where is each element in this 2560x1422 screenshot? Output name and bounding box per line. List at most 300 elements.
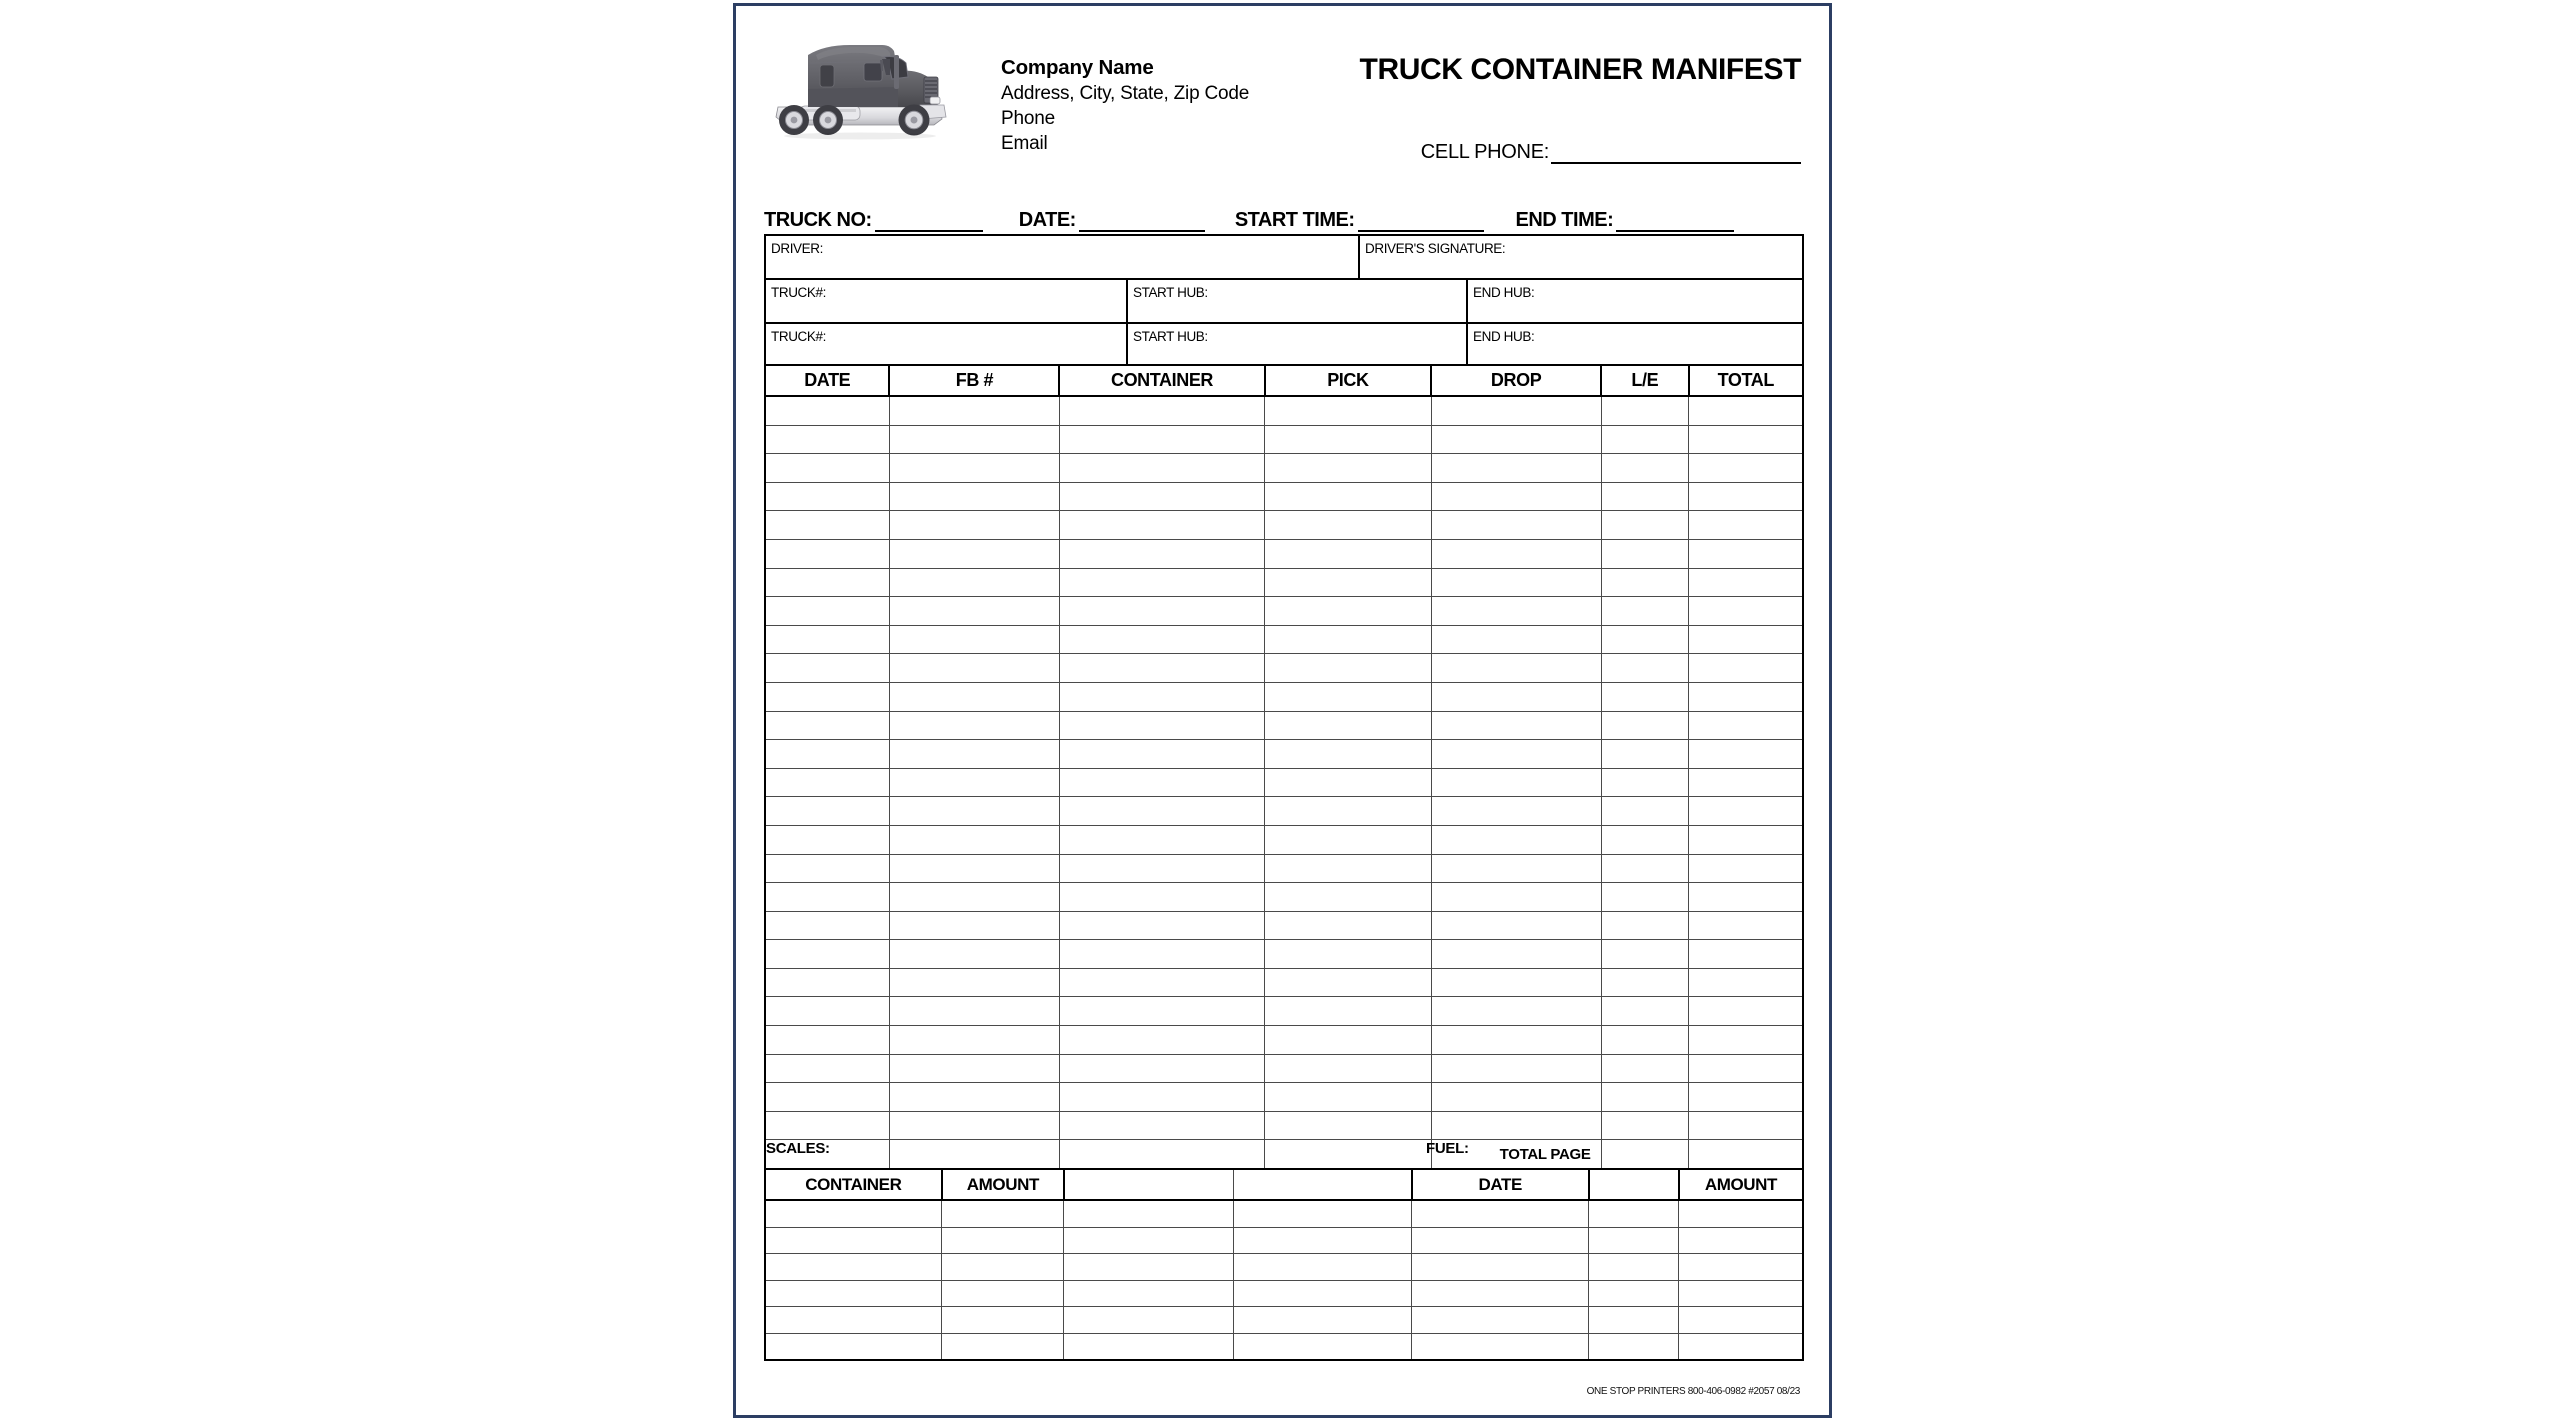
manifest-table <box>764 364 1804 1170</box>
scales-fuel-cell[interactable] <box>1589 1307 1679 1334</box>
column-header-drop: DROP <box>1431 365 1601 396</box>
manifest-cell[interactable] <box>765 1111 889 1140</box>
manifest-cell[interactable] <box>1265 454 1432 483</box>
manifest-cell[interactable] <box>889 883 1059 912</box>
manifest-cell[interactable] <box>889 997 1059 1026</box>
manifest-cell[interactable] <box>1059 797 1264 826</box>
manifest-cell[interactable] <box>1431 711 1601 740</box>
end-hub-label-1: END HUB: <box>1473 285 1535 300</box>
scales-fuel-cell[interactable] <box>765 1333 942 1360</box>
manifest-cell[interactable] <box>1265 1111 1432 1140</box>
truck-no-write-line[interactable] <box>875 213 983 232</box>
manifest-cell[interactable] <box>1059 1111 1264 1140</box>
scales-fuel-cell[interactable] <box>1064 1333 1233 1360</box>
manifest-cell[interactable] <box>1601 425 1688 454</box>
manifest-cell[interactable] <box>1601 1054 1688 1083</box>
manifest-row <box>765 968 1803 997</box>
date-label: DATE: <box>1018 209 1076 231</box>
manifest-cell[interactable] <box>1689 968 1803 997</box>
manifest-cell[interactable] <box>889 482 1059 511</box>
manifest-cell[interactable] <box>1689 454 1803 483</box>
manifest-cell[interactable] <box>1689 768 1803 797</box>
manifest-cell[interactable] <box>889 1054 1059 1083</box>
manifest-cell[interactable] <box>765 940 889 969</box>
form-title: TRUCK CONTAINER MANIFEST <box>1359 53 1801 86</box>
manifest-cell[interactable] <box>1689 654 1803 683</box>
scales-fuel-cell[interactable] <box>1589 1227 1679 1254</box>
manifest-cell[interactable] <box>889 682 1059 711</box>
manifest-cell[interactable] <box>1059 854 1264 883</box>
manifest-cell[interactable] <box>889 711 1059 740</box>
date-field <box>1019 209 1205 232</box>
scales-fuel-row <box>765 1200 1803 1227</box>
manifest-row <box>765 682 1803 711</box>
manifest-cell[interactable] <box>1059 682 1264 711</box>
manifest-cell[interactable] <box>889 825 1059 854</box>
manifest-cell[interactable] <box>1601 911 1688 940</box>
manifest-cell[interactable] <box>889 396 1059 425</box>
scales-fuel-cell[interactable] <box>1679 1200 1803 1227</box>
scales-column-header-amount: AMOUNT <box>942 1169 1064 1200</box>
scales-column-header-blank-1 <box>1064 1169 1233 1200</box>
manifest-cell[interactable] <box>1689 597 1803 626</box>
manifest-cell[interactable] <box>1265 425 1432 454</box>
manifest-cell[interactable] <box>1601 682 1688 711</box>
manifest-cell[interactable] <box>1601 597 1688 626</box>
manifest-cell[interactable] <box>765 1083 889 1112</box>
manifest-cell[interactable] <box>1689 797 1803 826</box>
total-page-label: TOTAL PAGE <box>1431 1140 1601 1169</box>
scales-fuel-cell[interactable] <box>1064 1254 1233 1281</box>
manifest-cell[interactable] <box>1059 711 1264 740</box>
manifest-cell[interactable] <box>1601 825 1688 854</box>
manifest-cell[interactable] <box>765 854 889 883</box>
manifest-cell[interactable] <box>1265 711 1432 740</box>
scales-fuel-cell[interactable] <box>765 1200 942 1227</box>
column-header-container: CONTAINER <box>1059 365 1264 396</box>
manifest-cell[interactable] <box>1059 997 1264 1026</box>
scales-fuel-cell[interactable] <box>765 1280 942 1307</box>
scales-fuel-cell[interactable] <box>1233 1333 1412 1360</box>
manifest-row <box>765 825 1803 854</box>
manifest-cell[interactable] <box>1431 1054 1601 1083</box>
manifest-cell[interactable] <box>1059 940 1264 969</box>
manifest-row <box>765 1083 1803 1112</box>
scales-fuel-row <box>765 1333 1803 1360</box>
manifest-cell[interactable] <box>1265 968 1432 997</box>
manifest-cell[interactable] <box>889 597 1059 626</box>
start-time-write-line[interactable] <box>1358 213 1484 232</box>
manifest-cell[interactable] <box>1431 1026 1601 1055</box>
manifest-cell[interactable] <box>1265 883 1432 912</box>
scales-fuel-cell[interactable] <box>1233 1307 1412 1334</box>
manifest-cell[interactable] <box>1059 740 1264 769</box>
manifest-cell[interactable] <box>1601 625 1688 654</box>
manifest-cell[interactable] <box>765 654 889 683</box>
manifest-cell[interactable] <box>1059 539 1264 568</box>
manifest-row <box>765 597 1803 626</box>
manifest-cell[interactable] <box>1689 396 1803 425</box>
manifest-cell[interactable] <box>1265 997 1432 1026</box>
end-hub-cell-1[interactable] <box>1468 280 1802 322</box>
manifest-cell[interactable] <box>765 768 889 797</box>
scales-label: SCALES: <box>766 1140 830 1157</box>
manifest-cell[interactable] <box>1601 1083 1688 1112</box>
manifest-cell[interactable] <box>1265 854 1432 883</box>
manifest-cell[interactable] <box>1059 597 1264 626</box>
manifest-cell[interactable] <box>765 396 889 425</box>
manifest-cell[interactable] <box>765 682 889 711</box>
cell-phone-write-line[interactable] <box>1551 144 1801 164</box>
manifest-cell[interactable] <box>1601 711 1688 740</box>
subsection-labels <box>764 1140 1804 1162</box>
scales-fuel-cell[interactable] <box>1412 1227 1589 1254</box>
semi-truck-icon <box>764 33 957 145</box>
manifest-cell[interactable] <box>1689 854 1803 883</box>
manifest-cell[interactable] <box>1431 482 1601 511</box>
manifest-cell[interactable] <box>1431 883 1601 912</box>
start-hub-cell-2[interactable] <box>1128 324 1468 366</box>
manifest-cell[interactable] <box>1601 1026 1688 1055</box>
manifest-cell[interactable] <box>889 568 1059 597</box>
scales-fuel-cell[interactable] <box>1233 1200 1412 1227</box>
manifest-cell[interactable] <box>1601 997 1688 1026</box>
manifest-row <box>765 740 1803 769</box>
truck-number-label-2: TRUCK#: <box>771 329 826 344</box>
manifest-cell[interactable] <box>1689 1026 1803 1055</box>
manifest-cell[interactable] <box>1431 1111 1601 1140</box>
manifest-cell[interactable] <box>1431 1083 1601 1112</box>
manifest-cell[interactable] <box>1431 911 1601 940</box>
date-write-line[interactable] <box>1079 213 1205 232</box>
scales-fuel-cell[interactable] <box>765 1307 942 1334</box>
manifest-cell[interactable] <box>1689 511 1803 540</box>
manifest-cell[interactable] <box>1689 711 1803 740</box>
manifest-form-page <box>733 3 1832 1418</box>
manifest-cell[interactable] <box>1689 625 1803 654</box>
manifest-cell[interactable] <box>1265 482 1432 511</box>
scales-fuel-cell[interactable] <box>1679 1333 1803 1360</box>
manifest-cell[interactable] <box>1059 425 1264 454</box>
scales-fuel-cell[interactable] <box>1412 1254 1589 1281</box>
scales-fuel-cell[interactable] <box>1679 1254 1803 1281</box>
manifest-cell[interactable] <box>765 625 889 654</box>
manifest-cell[interactable] <box>765 482 889 511</box>
manifest-cell[interactable] <box>765 454 889 483</box>
scales-fuel-cell[interactable] <box>765 1227 942 1254</box>
manifest-cell[interactable] <box>1059 511 1264 540</box>
manifest-cell[interactable] <box>1265 740 1432 769</box>
manifest-cell[interactable] <box>1689 568 1803 597</box>
manifest-cell[interactable] <box>1059 454 1264 483</box>
manifest-cell[interactable] <box>889 454 1059 483</box>
column-header-fb: FB # <box>889 365 1059 396</box>
manifest-cell[interactable] <box>765 711 889 740</box>
manifest-cell[interactable] <box>1265 825 1432 854</box>
scales-fuel-cell[interactable] <box>1064 1227 1233 1254</box>
scales-fuel-cell[interactable] <box>942 1280 1064 1307</box>
manifest-cell[interactable] <box>1431 625 1601 654</box>
start-hub-cell-1[interactable] <box>1128 280 1468 322</box>
manifest-row <box>765 1054 1803 1083</box>
manifest-cell[interactable] <box>1431 396 1601 425</box>
manifest-cell[interactable] <box>1265 654 1432 683</box>
manifest-cell[interactable] <box>1689 997 1803 1026</box>
manifest-row <box>765 768 1803 797</box>
manifest-cell[interactable] <box>889 740 1059 769</box>
manifest-cell[interactable] <box>1689 1054 1803 1083</box>
scales-fuel-cell[interactable] <box>1233 1280 1412 1307</box>
manifest-row <box>765 711 1803 740</box>
manifest-cell[interactable] <box>1265 1054 1432 1083</box>
manifest-cell[interactable] <box>1431 425 1601 454</box>
manifest-cell[interactable] <box>1059 482 1264 511</box>
manifest-cell[interactable] <box>1689 740 1803 769</box>
manifest-cell[interactable] <box>1601 968 1688 997</box>
scales-fuel-cell[interactable] <box>1412 1307 1589 1334</box>
manifest-cell[interactable] <box>1601 454 1688 483</box>
manifest-cell[interactable] <box>1059 396 1264 425</box>
start-hub-label-2: START HUB: <box>1133 329 1208 344</box>
manifest-cell[interactable] <box>1265 511 1432 540</box>
company-info-block <box>1001 54 1249 156</box>
scales-column-header-blank-2 <box>1233 1169 1412 1200</box>
manifest-cell[interactable] <box>1431 511 1601 540</box>
manifest-cell[interactable] <box>1265 682 1432 711</box>
manifest-cell[interactable] <box>1431 597 1601 626</box>
end-time-field <box>1516 209 1735 232</box>
cell-phone-field <box>1421 141 1801 164</box>
manifest-cell[interactable] <box>889 425 1059 454</box>
manifest-cell[interactable] <box>1601 539 1688 568</box>
scales-fuel-cell[interactable] <box>1589 1254 1679 1281</box>
truck-number-cell-2[interactable] <box>766 324 1128 366</box>
manifest-cell[interactable] <box>1689 539 1803 568</box>
manifest-row <box>765 883 1803 912</box>
manifest-cell[interactable] <box>1265 625 1432 654</box>
manifest-cell[interactable] <box>1601 883 1688 912</box>
driver-label: DRIVER: <box>771 241 823 256</box>
end-hub-cell-2[interactable] <box>1468 324 1802 366</box>
scales-fuel-body <box>765 1200 1803 1360</box>
end-time-write-line[interactable] <box>1616 213 1734 232</box>
manifest-cell[interactable] <box>889 768 1059 797</box>
manifest-row <box>765 654 1803 683</box>
start-time-label: START TIME: <box>1234 209 1355 231</box>
scales-fuel-cell[interactable] <box>1412 1280 1589 1307</box>
scales-fuel-cell[interactable] <box>1412 1333 1589 1360</box>
manifest-row <box>765 539 1803 568</box>
manifest-row <box>765 940 1803 969</box>
manifest-row <box>765 511 1803 540</box>
manifest-cell[interactable] <box>889 1083 1059 1112</box>
column-header-date: DATE <box>765 365 889 396</box>
scales-fuel-cell[interactable] <box>1064 1307 1233 1334</box>
manifest-cell[interactable] <box>889 539 1059 568</box>
manifest-cell[interactable] <box>1689 482 1803 511</box>
manifest-cell[interactable] <box>1601 797 1688 826</box>
manifest-cell[interactable] <box>1265 768 1432 797</box>
scales-fuel-cell[interactable] <box>942 1333 1064 1360</box>
manifest-cell[interactable] <box>1431 654 1601 683</box>
manifest-cell[interactable] <box>1601 940 1688 969</box>
manifest-cell[interactable] <box>1689 1111 1803 1140</box>
manifest-row <box>765 568 1803 597</box>
scales-fuel-row <box>765 1254 1803 1281</box>
scales-fuel-cell[interactable] <box>765 1254 942 1281</box>
column-header-total: TOTAL <box>1689 365 1803 396</box>
manifest-cell[interactable] <box>1431 454 1601 483</box>
manifest-cell[interactable] <box>1431 825 1601 854</box>
manifest-cell[interactable] <box>1059 1054 1264 1083</box>
manifest-cell[interactable] <box>1431 854 1601 883</box>
manifest-cell[interactable] <box>889 1111 1059 1140</box>
manifest-cell[interactable] <box>1059 625 1264 654</box>
manifest-cell[interactable] <box>765 568 889 597</box>
scales-fuel-cell[interactable] <box>1064 1200 1233 1227</box>
manifest-cell[interactable] <box>1059 654 1264 683</box>
manifest-cell[interactable] <box>1431 768 1601 797</box>
manifest-cell[interactable] <box>1601 740 1688 769</box>
manifest-body <box>765 396 1803 1169</box>
scales-fuel-cell[interactable] <box>1233 1227 1412 1254</box>
manifest-cell[interactable] <box>765 597 889 626</box>
scales-fuel-cell[interactable] <box>1679 1307 1803 1334</box>
fuel-label: FUEL: <box>1426 1140 1469 1157</box>
manifest-cell[interactable] <box>1431 539 1601 568</box>
manifest-cell[interactable] <box>1265 568 1432 597</box>
scales-fuel-cell[interactable] <box>1064 1280 1233 1307</box>
column-header-pick: PICK <box>1265 365 1432 396</box>
manifest-cell[interactable] <box>1601 1111 1688 1140</box>
manifest-cell[interactable] <box>1431 997 1601 1026</box>
driver-signature-cell[interactable] <box>1360 236 1802 278</box>
manifest-cell[interactable] <box>1059 825 1264 854</box>
company-name: Company Name <box>1001 56 1154 79</box>
manifest-cell[interactable] <box>1689 682 1803 711</box>
manifest-cell[interactable] <box>889 625 1059 654</box>
manifest-cell[interactable] <box>1265 396 1432 425</box>
manifest-cell[interactable] <box>1601 396 1688 425</box>
manifest-row <box>765 625 1803 654</box>
manifest-cell[interactable] <box>765 511 889 540</box>
manifest-cell[interactable] <box>1265 1083 1432 1112</box>
scales-fuel-cell[interactable] <box>1233 1254 1412 1281</box>
manifest-cell[interactable] <box>1601 568 1688 597</box>
scales-fuel-cell[interactable] <box>1679 1227 1803 1254</box>
manifest-cell[interactable] <box>889 1026 1059 1055</box>
manifest-cell[interactable] <box>1431 568 1601 597</box>
manifest-cell[interactable] <box>1059 1026 1264 1055</box>
manifest-cell[interactable] <box>765 883 889 912</box>
manifest-cell[interactable] <box>1265 940 1432 969</box>
company-email: Email <box>1001 133 1048 155</box>
manifest-cell[interactable] <box>765 968 889 997</box>
manifest-cell[interactable] <box>889 911 1059 940</box>
start-hub-label-1: START HUB: <box>1133 285 1208 300</box>
driver-cell[interactable] <box>766 236 1360 278</box>
scales-fuel-cell[interactable] <box>1589 1280 1679 1307</box>
scales-fuel-cell[interactable] <box>942 1307 1064 1334</box>
manifest-header-row <box>765 365 1803 396</box>
manifest-cell[interactable] <box>1689 425 1803 454</box>
manifest-cell[interactable] <box>1265 539 1432 568</box>
manifest-cell[interactable] <box>1601 768 1688 797</box>
manifest-cell[interactable] <box>765 825 889 854</box>
manifest-cell[interactable] <box>1059 568 1264 597</box>
scales-column-header-container: CONTAINER <box>765 1169 942 1200</box>
manifest-cell[interactable] <box>1059 768 1264 797</box>
manifest-cell[interactable] <box>1689 825 1803 854</box>
scales-fuel-cell[interactable] <box>1679 1280 1803 1307</box>
start-time-field <box>1235 209 1484 232</box>
manifest-cell[interactable] <box>889 511 1059 540</box>
manifest-cell[interactable] <box>1059 883 1264 912</box>
manifest-cell[interactable] <box>1689 883 1803 912</box>
manifest-row <box>765 396 1803 425</box>
form-header <box>736 6 1829 181</box>
manifest-cell[interactable] <box>889 940 1059 969</box>
scales-fuel-cell[interactable] <box>942 1200 1064 1227</box>
manifest-cell[interactable] <box>1059 911 1264 940</box>
scales-fuel-cell[interactable] <box>942 1227 1064 1254</box>
manifest-row <box>765 797 1803 826</box>
manifest-cell[interactable] <box>1431 682 1601 711</box>
manifest-cell[interactable] <box>1059 1083 1264 1112</box>
scales-fuel-cell[interactable] <box>1412 1200 1589 1227</box>
manifest-cell[interactable] <box>1689 911 1803 940</box>
manifest-cell[interactable] <box>1601 654 1688 683</box>
manifest-cell[interactable] <box>765 425 889 454</box>
scales-fuel-cell[interactable] <box>942 1254 1064 1281</box>
manifest-cell[interactable] <box>1689 1083 1803 1112</box>
truck-number-cell-1[interactable] <box>766 280 1128 322</box>
manifest-cell[interactable] <box>1265 1026 1432 1055</box>
manifest-cell[interactable] <box>765 740 889 769</box>
manifest-cell[interactable] <box>1059 968 1264 997</box>
manifest-cell[interactable] <box>765 797 889 826</box>
manifest-cell[interactable] <box>889 968 1059 997</box>
manifest-cell[interactable] <box>1265 597 1432 626</box>
manifest-cell[interactable] <box>765 1026 889 1055</box>
column-header-le: L/E <box>1601 365 1688 396</box>
scales-fuel-cell[interactable] <box>1589 1200 1679 1227</box>
manifest-cell[interactable] <box>1431 797 1601 826</box>
manifest-cell[interactable] <box>1431 968 1601 997</box>
manifest-cell[interactable] <box>1601 482 1688 511</box>
manifest-cell[interactable] <box>1431 740 1601 769</box>
manifest-cell[interactable] <box>1601 511 1688 540</box>
manifest-cell[interactable] <box>765 911 889 940</box>
manifest-row <box>765 1026 1803 1055</box>
manifest-cell[interactable] <box>765 997 889 1026</box>
end-hub-label-2: END HUB: <box>1473 329 1535 344</box>
driver-signature-row <box>766 236 1802 280</box>
manifest-cell[interactable] <box>1689 940 1803 969</box>
driver-hub-info-grid <box>764 234 1804 368</box>
scales-fuel-cell[interactable] <box>1589 1333 1679 1360</box>
manifest-cell[interactable] <box>889 654 1059 683</box>
manifest-cell[interactable] <box>1265 911 1432 940</box>
manifest-cell[interactable] <box>765 1054 889 1083</box>
manifest-cell[interactable] <box>1601 854 1688 883</box>
manifest-cell[interactable] <box>889 854 1059 883</box>
manifest-cell[interactable] <box>889 797 1059 826</box>
manifest-cell[interactable] <box>765 539 889 568</box>
manifest-cell[interactable] <box>1265 797 1432 826</box>
manifest-cell[interactable] <box>1431 940 1601 969</box>
manifest-row <box>765 854 1803 883</box>
